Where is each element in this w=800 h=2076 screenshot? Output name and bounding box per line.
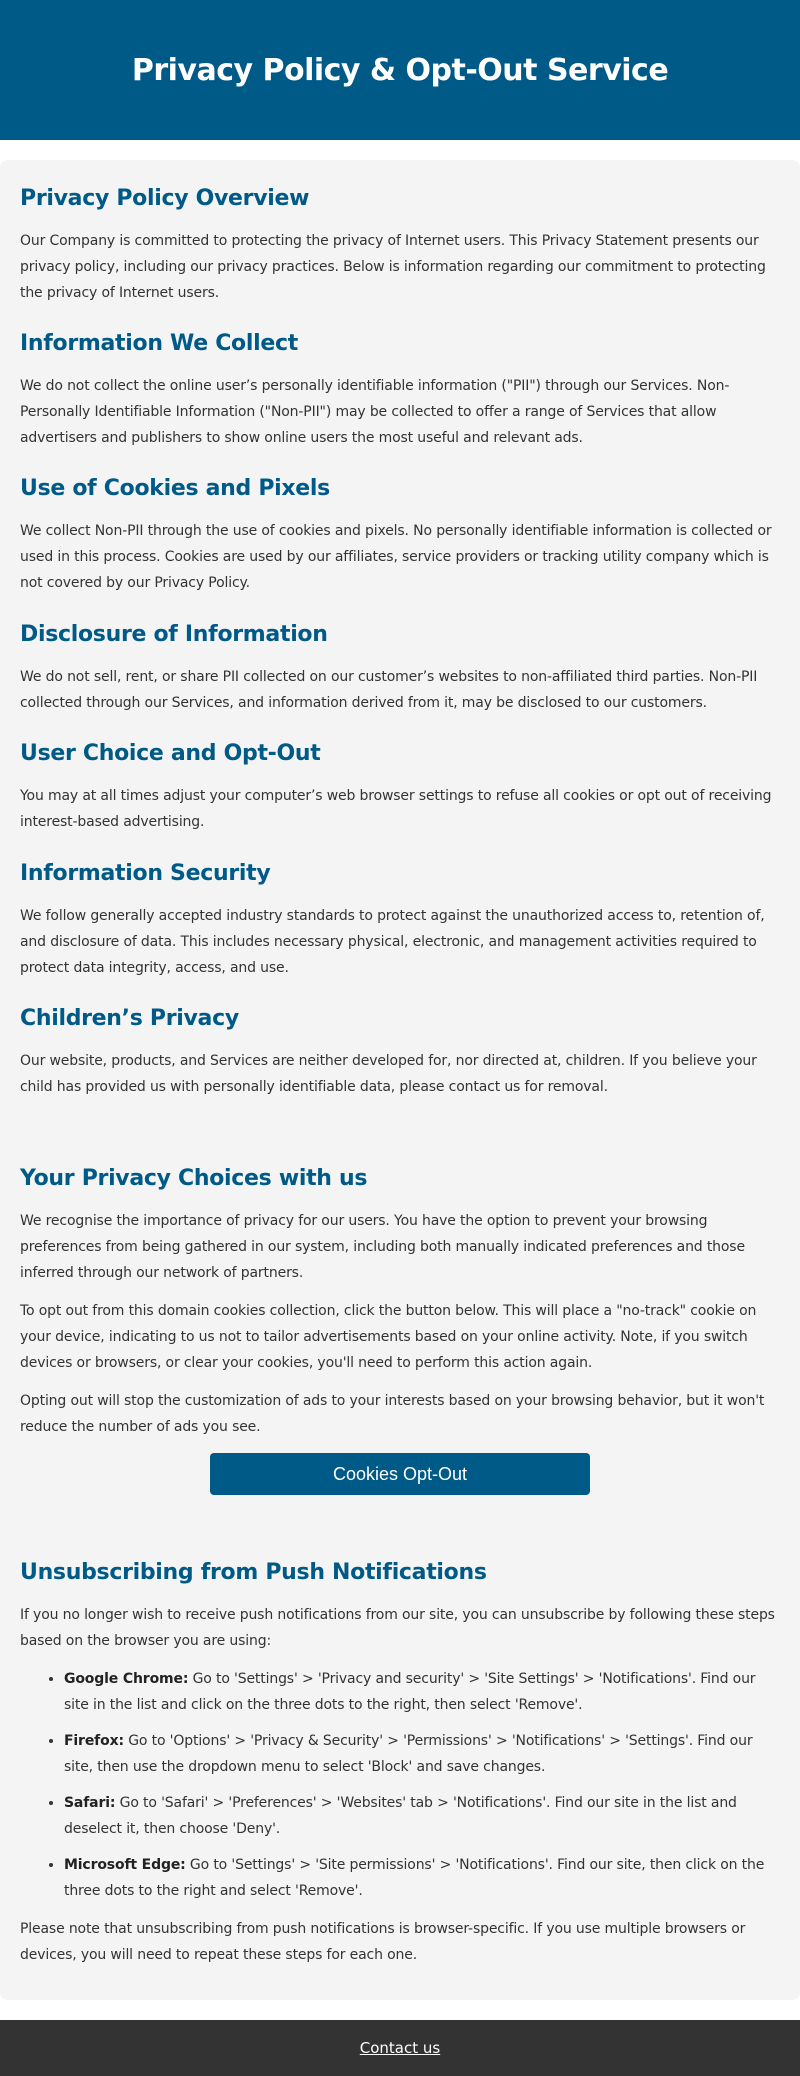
section-overview <box>20 184 782 318</box>
section-title: Information Security <box>20 861 271 886</box>
browser-name: Firefox: <box>64 1733 124 1749</box>
browser-steps: Go to 'Safari' > 'Preferences' > 'Websites' tab > 'Notifications'. Find our site in the list and deselect it, then choose 'Deny'. <box>64 1795 737 1837</box>
list-item <box>64 1790 782 1842</box>
section-user-choice <box>20 739 782 847</box>
section-title: Your Privacy Choices with us <box>20 1166 368 1191</box>
browser-steps-list <box>20 1666 782 1904</box>
page-header <box>0 0 800 140</box>
section-title: User Choice and Opt-Out <box>20 741 321 766</box>
browser-name: Google Chrome: <box>64 1671 189 1687</box>
section-title: Use of Cookies and Pixels <box>20 476 330 501</box>
section-text: If you no longer wish to receive push notifications from our site, you can unsubscribe by following these steps based on the browser you are using: <box>20 1607 775 1649</box>
contact-us-link[interactable]: Contact us <box>359 2039 441 2057</box>
section-title: Unsubscribing from Push Notifications <box>20 1560 487 1585</box>
section-title: Privacy Policy Overview <box>20 186 310 211</box>
section-childrens-privacy <box>20 1004 782 1112</box>
section-text: Our website, products, and Services are neither developed for, nor directed at, children. If you believe your child has provided us with personally identifiable data, please contact us for removal. <box>20 1053 757 1095</box>
page-footer <box>0 2020 800 2076</box>
section-text: Opting out will stop the customization of ads to your interests based on your browsing behavior, but it won't reduce the number of ads you see. <box>20 1393 765 1435</box>
section-push-notifications <box>20 1558 782 1980</box>
section-text: Please note that unsubscribing from push notifications is browser-specific. If you use multiple browsers or devices, you will need to repeat these steps for each one. <box>20 1921 746 1963</box>
browser-name: Safari: <box>64 1795 116 1811</box>
section-information-security <box>20 859 782 993</box>
browser-steps: Go to 'Settings' > 'Privacy and security' > 'Site Settings' > 'Notifications'. Find our site in the list and click on the three dots to the right, then select 'Remove'. <box>64 1671 756 1713</box>
optout-button-wrapper <box>0 1453 800 1495</box>
browser-name: Microsoft Edge: <box>64 1857 186 1873</box>
section-text: You may at all times adjust your computer’s web browser settings to refuse all cookies or opt out of receiving interest-based advertising. <box>20 788 772 830</box>
section-text: Our Company is committed to protecting the privacy of Internet users. This Privacy Statement presents our privacy policy, including our privacy practices. Below is information regarding our commitment to protecting the privacy of Internet users. <box>20 233 766 301</box>
section-text: We do not sell, rent, or share PII collected on our customer’s websites to non-affiliated third parties. Non-PII collected through our Services, and information derived from it, may be disclosed to our customers. <box>20 669 758 711</box>
list-item <box>64 1728 782 1780</box>
content-container <box>0 160 800 2000</box>
section-privacy-choices <box>20 1164 782 1452</box>
section-text: We follow generally accepted industry standards to protect against the unauthorized access to, retention of, and disclosure of data. This includes necessary physical, electronic, and management activities required to protect data integrity, access, and use. <box>20 908 765 976</box>
section-title: Information We Collect <box>20 331 298 356</box>
browser-steps: Go to 'Options' > 'Privacy & Security' > 'Permissions' > 'Notifications' > 'Settings'. Find our site, then use the dropdown menu to select 'Block' and save changes. <box>64 1733 753 1775</box>
section-information-we-collect <box>20 329 782 463</box>
section-title: Children’s Privacy <box>20 1006 239 1031</box>
section-disclosure <box>20 620 782 728</box>
section-text: To opt out from this domain cookies collection, click the button below. This will place a "no-track" cookie on your device, indicating to us not to tailor advertisements based on your online activity. Note, if you switch devices or browsers, or clear your cookies, you'll need to perform this action again. <box>20 1303 757 1371</box>
page-title: Privacy Policy & Opt-Out Service <box>131 52 669 88</box>
section-text: We do not collect the online user’s personally identifiable information ("PII") through our Services. Non-Personally Identifiable Information ("Non-PII") may be collected to offer a range of Services that allow advertisers and publishers to show online users the most useful and relevant ads. <box>20 378 730 446</box>
section-text: We collect Non-PII through the use of cookies and pixels. No personally identifiable information is collected or used in this process. Cookies are used by our affiliates, service providers or tracking utility company which is not covered by our Privacy Policy. <box>20 523 772 591</box>
list-item <box>64 1666 782 1718</box>
section-cookies-pixels <box>20 474 782 608</box>
list-item <box>64 1852 782 1904</box>
section-title: Disclosure of Information <box>20 622 328 647</box>
section-text: We recognise the importance of privacy for our users. You have the option to prevent your browsing preferences from being gathered in our system, including both manually indicated preferences and those inferred through our network of partners. <box>20 1213 745 1281</box>
cookies-opt-out-button[interactable]: Cookies Opt-Out <box>210 1453 590 1495</box>
browser-steps: Go to 'Settings' > 'Site permissions' > 'Notifications'. Find our site, then click on the three dots to the right and select 'Remove'. <box>64 1857 765 1899</box>
